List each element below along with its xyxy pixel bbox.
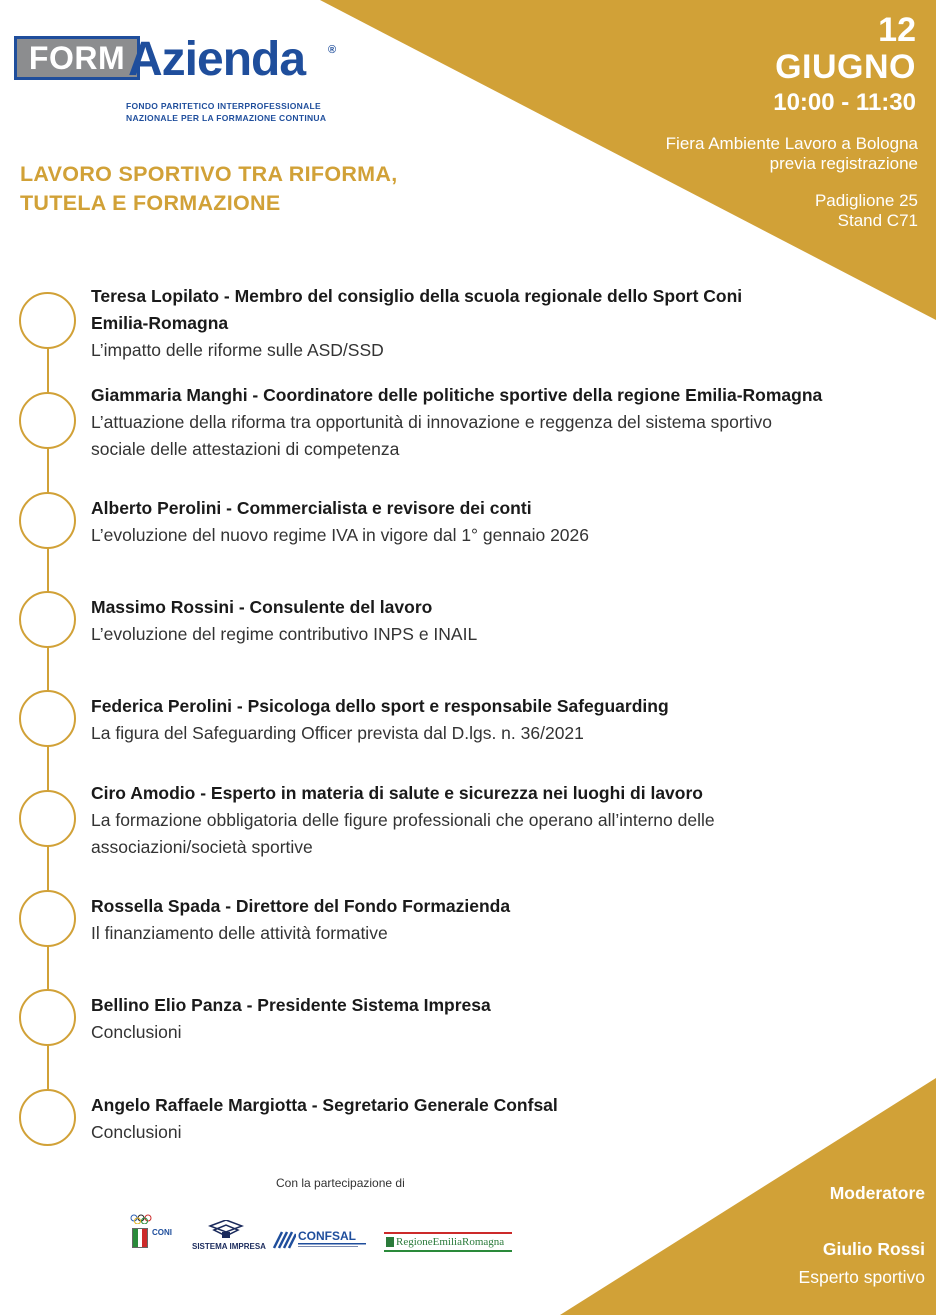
speaker-heading: Alberto Perolini - Commercialista e revisore dei conti xyxy=(91,498,532,518)
speaker-topic-cont: associazioni/società sportive xyxy=(91,837,313,857)
speaker-heading: Teresa Lopilato - Membro del consiglio della scuola regionale dello Sport Coni xyxy=(91,286,743,306)
coni-label: CONI xyxy=(152,1228,172,1237)
event-date xyxy=(773,10,916,122)
timeline-circle xyxy=(19,989,76,1046)
confsal-label: CONFSAL xyxy=(298,1229,356,1243)
speaker-heading: Angelo Raffaele Margiotta - Segretario Generale Confsal xyxy=(91,1095,558,1115)
timeline-circle xyxy=(19,292,76,349)
speaker-heading: Giammaria Manghi - Coordinatore delle politiche sportive della regione Emilia-Romagna xyxy=(91,385,823,405)
speaker-item xyxy=(91,693,891,747)
speaker-topic: L’evoluzione del nuovo regime IVA in vigore dal 1° gennaio 2026 xyxy=(91,525,589,545)
event-month: GIUGNO xyxy=(775,48,916,86)
speaker-topic: La formazione obbligatoria delle figure professionali che operano all’interno delle xyxy=(91,810,715,830)
speaker-item xyxy=(91,893,891,947)
event-venue xyxy=(666,134,918,174)
timeline-circle xyxy=(19,790,76,847)
sistema-impresa-emblem-icon xyxy=(208,1220,244,1240)
speaker-item xyxy=(91,780,891,861)
speaker-heading: Ciro Amodio - Esperto in materia di salute e sicurezza nei luoghi di lavoro xyxy=(91,783,703,803)
speaker-topic: L’impatto delle riforme sulle ASD/SSD xyxy=(91,340,384,360)
olympic-rings-icon xyxy=(130,1214,152,1224)
speaker-heading-cont: Emilia-Romagna xyxy=(91,313,229,333)
title-line2: TUTELA E FORMAZIONE xyxy=(20,191,281,215)
formazienda-logo xyxy=(14,33,344,128)
timeline-circle xyxy=(19,492,76,549)
speaker-topic: Conclusioni xyxy=(91,1122,182,1142)
logo-registered-mark: ® xyxy=(328,44,337,56)
pavilion: Padiglione 25 xyxy=(814,191,918,210)
moderator-name: Giulio Rossi xyxy=(822,1239,925,1259)
speaker-topic: L’evoluzione del regime contributivo INPS e INAIL xyxy=(91,624,478,644)
speaker-item xyxy=(91,1092,891,1146)
speaker-item xyxy=(91,495,891,549)
venue-line1: Fiera Ambiente Lavoro a Bologna xyxy=(665,134,918,153)
confsal-tagline-lines xyxy=(298,1243,366,1249)
speaker-topic-cont: sociale delle attestazioni di competenza xyxy=(91,439,400,459)
speaker-topic: Il finanziamento delle attività formative xyxy=(91,923,388,943)
moderator-label: Moderatore xyxy=(829,1183,925,1203)
logo-subtitle xyxy=(126,100,356,124)
regione-mark-icon xyxy=(386,1237,394,1247)
logo-form-box: FORM xyxy=(14,36,140,80)
speaker-topic: La figura del Safeguarding Officer prevista dal D.lgs. n. 36/2021 xyxy=(91,723,584,743)
title-line1: LAVORO SPORTIVO TRA RIFORMA, xyxy=(20,162,398,186)
speaker-item xyxy=(91,594,891,648)
stand-number: Stand C71 xyxy=(837,211,918,230)
regione-box xyxy=(384,1232,512,1252)
moderator-role: Esperto sportivo xyxy=(798,1267,925,1287)
confsal-stripes-icon xyxy=(272,1230,296,1250)
partners-caption: Con la partecipazione di xyxy=(276,1176,405,1190)
timeline-circle xyxy=(19,591,76,648)
speaker-heading: Bellino Elio Panza - Presidente Sistema Impresa xyxy=(91,995,491,1015)
speaker-topic: Conclusioni xyxy=(91,1022,182,1042)
sistema-impresa-label: SISTEMA IMPRESA xyxy=(192,1242,266,1251)
event-day: 12 xyxy=(878,11,916,49)
speaker-item xyxy=(91,283,891,364)
timeline-circle xyxy=(19,890,76,947)
event-time: 10:00 - 11:30 xyxy=(773,89,916,116)
logo-subtitle-line2: NAZIONALE PER LA FORMAZIONE CONTINUA xyxy=(126,113,327,123)
timeline-circle xyxy=(19,392,76,449)
speaker-topic: L’attuazione della riforma tra opportunità di innovazione e reggenza del sistema sportivo xyxy=(91,412,772,432)
speaker-heading: Rossella Spada - Direttore del Fondo Formazienda xyxy=(91,896,511,916)
timeline-circle xyxy=(19,1089,76,1146)
speaker-heading: Massimo Rossini - Consulente del lavoro xyxy=(91,597,433,617)
page-title xyxy=(20,160,540,218)
timeline-circle xyxy=(19,690,76,747)
speaker-item xyxy=(91,992,891,1046)
italian-flag-icon xyxy=(132,1228,148,1248)
partner-logos xyxy=(130,1214,520,1258)
logo-subtitle-line1: FONDO PARITETICO INTERPROFESSIONALE xyxy=(126,101,321,111)
speaker-heading: Federica Perolini - Psicologa dello sport e responsabile Safeguarding xyxy=(91,696,669,716)
speaker-item xyxy=(91,382,891,463)
logo-azienda-text: Azienda xyxy=(128,33,306,86)
regione-label: RegioneEmiliaRomagna xyxy=(396,1236,505,1248)
venue-line2: previa registrazione xyxy=(769,154,918,173)
event-stand xyxy=(815,191,918,231)
